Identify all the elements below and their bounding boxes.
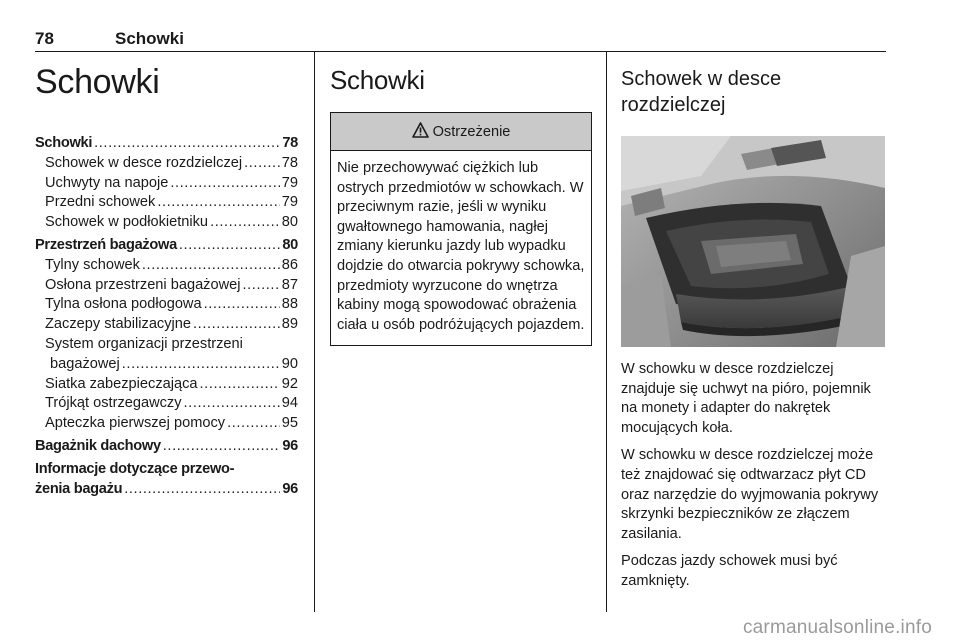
page-header — [35, 24, 886, 52]
section-title-line: Schowek w desce — [621, 68, 782, 90]
toc-entry[interactable]: Zaczepy stabilizacyjne ..... 89 — [35, 315, 298, 335]
toc-entry[interactable]: Schowek w desce rozdzielczej ..... 78 — [35, 154, 298, 174]
warning-triangle-icon — [412, 122, 429, 142]
section-title-line: rozdzielczej — [621, 94, 726, 116]
page-number: 78 — [35, 29, 54, 48]
toc-entry[interactable]: Uchwyty na napoje ..... 79 — [35, 174, 298, 194]
toc-entry[interactable]: Osłona przestrzeni bagażowej ..... 87 — [35, 276, 298, 296]
glovebox-column — [621, 66, 889, 592]
toc-entry[interactable]: Apteczka pierwszej pomocy ..... 95 — [35, 414, 298, 434]
column-divider-left — [314, 52, 315, 612]
column-divider-right — [606, 52, 607, 612]
toc-entry[interactable]: Schowek w podłokietniku ..... 80 — [35, 213, 298, 233]
toc-entry[interactable]: Trójkąt ostrzegawczy ..... 94 — [35, 394, 298, 414]
paragraph: Podczas jazdy schowek musi być zamknięty. — [621, 553, 838, 589]
section-title — [621, 66, 889, 118]
toc-entry[interactable]: Przestrzeń bagażowa ..... 80 — [35, 236, 298, 256]
toc-entry[interactable]: Przedni schowek ..... 79 — [35, 193, 298, 213]
toc-entry[interactable]: Siatka zabezpieczająca ..... 92 — [35, 375, 298, 395]
warning-header — [331, 113, 591, 151]
toc-entry[interactable]: Bagażnik dachowy ..... 96 — [35, 437, 298, 457]
warning-column — [330, 60, 592, 346]
toc-entry[interactable]: Schowki ..... 78 — [35, 134, 298, 154]
warning-text: Nie przechowywać ciężkich lub ostrych przedmiotów w schowkach. W przeciwnym razie, jeśli w wyniku gwałtownego hamowania, nagłej zmiany kierunku jazdy lub wypadku dojdzie do otwarcia pokrywy schowka, przedmioty wyrzucone do wnętrza kabiny mogą spowodować obrażenia ciała u osób podróżujących pojazdem. — [337, 160, 585, 333]
paragraph: W schowku w desce rozdzielczej może też znajdować się odtwarzacz płyt CD oraz narzędzie do wyjmowania pokrywy skrzynki bezpieczników ze złączem zasilania. — [621, 447, 879, 542]
toc-entry-continuation[interactable]: bagażowej ..... 90 — [35, 355, 298, 375]
toc-title: Schowki — [35, 63, 160, 101]
glovebox-photo — [621, 136, 885, 347]
running-title: Schowki — [115, 29, 184, 48]
toc-entry-continuation[interactable]: żenia bagażu ..... 96 — [35, 480, 298, 500]
warning-box — [330, 112, 592, 346]
warning-heading: Ostrzeżenie — [432, 123, 511, 140]
section-title: Schowki — [330, 65, 425, 95]
toc-entry-line[interactable]: Informacje dotyczące przewo- — [35, 460, 235, 477]
table-of-contents — [35, 134, 298, 499]
toc-entry-line[interactable]: System organizacji przestrzeni — [45, 335, 243, 352]
watermark: carmanualsonline.info — [742, 617, 932, 638]
toc-entry[interactable]: Tylny schowek ..... 86 — [35, 256, 298, 276]
toc-entry[interactable]: Tylna osłona podłogowa ..... 88 — [35, 295, 298, 315]
toc-column — [35, 60, 298, 499]
paragraph: W schowku w desce rozdzielczej znajduje się uchwyt na pióro, pojemnik na monety i adapter do nakrętek mocujących koła. — [621, 361, 871, 436]
